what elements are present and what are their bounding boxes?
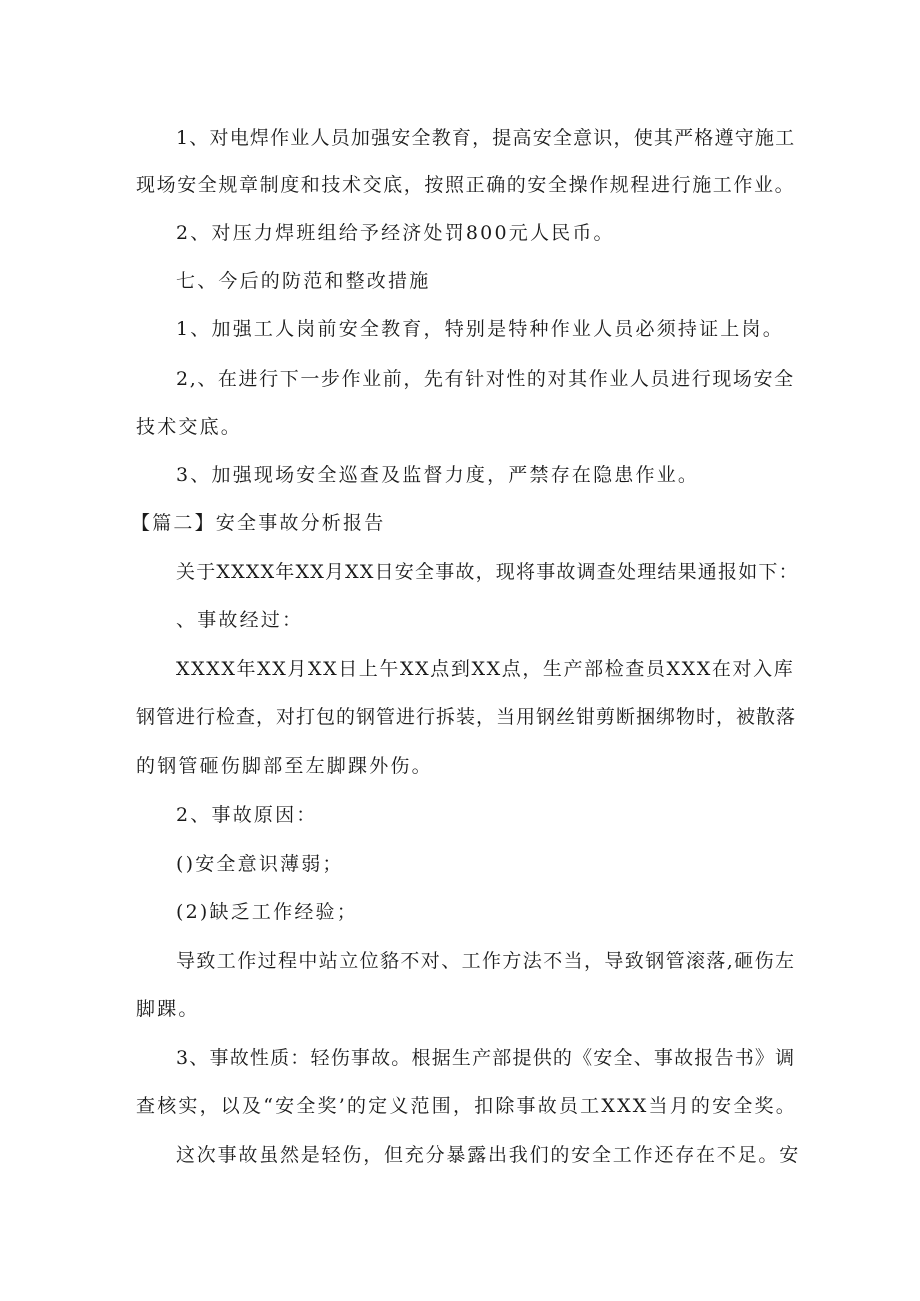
part-heading: 【篇二】安全事故分析报告 — [131, 512, 386, 534]
text-line: 、事故经过： — [176, 609, 304, 631]
text-line: 的钢管砸伤脚部至左脚踝外伤。 — [136, 755, 433, 777]
text-line: ()安全意识薄弱； — [176, 853, 344, 875]
text-line: 2、事故原因： — [176, 804, 318, 826]
text-line: 导致工作过程中站立位貉不对、工作方法不当，导致钢管滚落,砸伤左 — [176, 950, 796, 972]
text-line: 2、对压力焊班组给予经济处罚800元人民币。 — [176, 222, 615, 244]
text-line: 脚踝。 — [136, 998, 200, 1020]
text-line: 技术交底。 — [136, 416, 243, 438]
text-line: 关于XXXX年XX月XX日安全事故，现将事故调查处理结果通报如下： — [176, 561, 799, 583]
text-line: (2)缺乏工作经验； — [176, 901, 358, 923]
text-line: 3、事故性质：轻伤事故。根据生产部提供的《安全、事故报告书》调 — [176, 1047, 796, 1069]
section-heading: 七、今后的防范和整改措施 — [176, 270, 431, 292]
text-line: 1、对电焊作业人员加强安全教育，提高安全意识，使其严格遵守施工 — [176, 127, 796, 149]
text-line: 这次事故虽然是轻伤，但充分暴露出我们的安全工作还存在不足。安 — [176, 1144, 801, 1166]
text-line: 查核实，以及“安全奖’的定义范围，扣除事故员工XXX当月的安全奖。 — [136, 1095, 797, 1117]
text-line: XXXX年XX月XX日上午XX点到XX点，生产部检查员XXX在对入库 — [176, 658, 795, 680]
text-line: 现场安全规章制度和技术交底，按照正确的安全操作规程进行施工作业。 — [136, 174, 796, 196]
text-line: 3、加强现场安全巡查及监督力度，严禁存在隐患作业。 — [176, 464, 700, 486]
text-line: 钢管进行检查，对打包的钢管进行拆装，当用钢丝钳剪断捆绑物时，被散落 — [136, 706, 797, 728]
text-line: 1、加强工人岗前安全教育，特别是特种作业人员必须持证上岗。 — [176, 318, 784, 340]
text-line: 2,、在进行下一步作业前，先有针对性的对其作业人员进行现场安全 — [176, 368, 795, 390]
